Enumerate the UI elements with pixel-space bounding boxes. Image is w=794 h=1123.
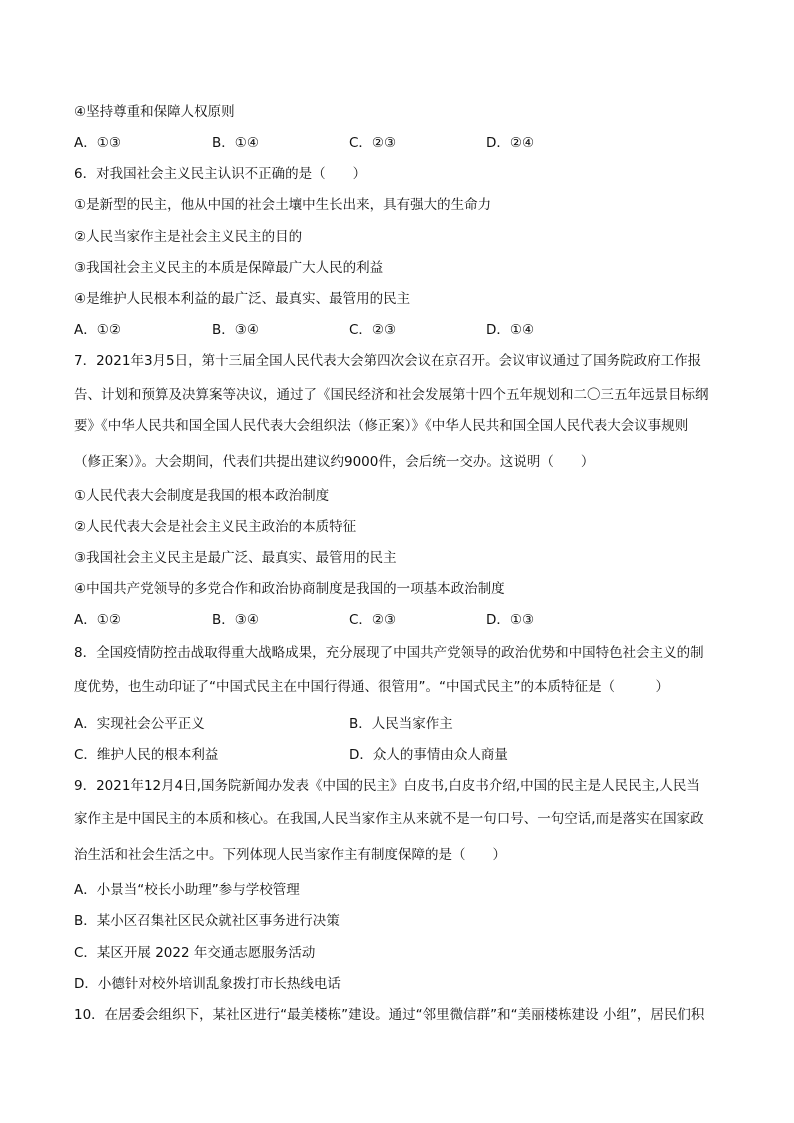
- q7-option-b: B．③④: [212, 612, 259, 628]
- q9-stem-line-1: 9．2021年12月4日,国务院新闻办发表《中国的民主》白皮书,白皮书介绍,中国的民主是人民民主,人民当: [74, 778, 700, 794]
- q7-stem-line-3: 要》《中华人民共和国全国人民代表大会组织法（修正案）》《中华人民共和国全国人民代表大会议事规则: [74, 418, 689, 434]
- q5-option-b: B．①④: [212, 135, 259, 151]
- q9-option-b: B．某小区召集社区民众就社区事务进行决策: [74, 913, 340, 929]
- q7-option-c: C．②③: [349, 612, 397, 628]
- q5-item-4: ④坚持尊重和保障人权原则: [74, 104, 235, 120]
- q10-stem-line-1: 10．在居委会组织下，某社区进行“最美楼栋”建设。通过“邻里微信群”和“美丽楼栋建设 小组”，居民们积: [74, 1007, 705, 1023]
- q6-item-3: ③我国社会主义民主的本质是保障最广大人民的利益: [74, 260, 384, 276]
- q5-option-a: A．①③: [74, 135, 121, 151]
- q7-item-4: ④中国共产党领导的多党合作和政治协商制度是我国的一项基本政治制度: [74, 581, 505, 597]
- q5-option-d: D．②④: [486, 135, 535, 151]
- q7-stem-line-1: 7．2021年3月5日，第十三届全国人民代表大会第四次会议在京召开。会议审议通过了国务院政府工作报: [74, 353, 702, 369]
- q7-item-2: ②人民代表大会是社会主义民主政治的本质特征: [74, 519, 357, 535]
- q8-option-c: C．维护人民的根本利益: [74, 747, 219, 763]
- q6-item-1: ①是新型的民主，他从中国的社会土壤中生长出来，具有强大的生命力: [74, 197, 492, 213]
- q7-option-d: D．①③: [486, 612, 535, 628]
- q7-option-a: A．①②: [74, 612, 121, 628]
- q9-option-a: A．小景当“校长小助理”参与学校管理: [74, 882, 300, 898]
- q6-option-b: B．③④: [212, 322, 259, 338]
- q7-item-1: ①人民代表大会制度是我国的根本政治制度: [74, 488, 330, 504]
- q8-option-b: B．人民当家作主: [349, 716, 453, 732]
- q6-item-2: ②人民当家作主是社会主义民主的目的: [74, 229, 303, 245]
- q9-stem-line-3: 治生活和社会生活之中。下列体现人民当家作主有制度保障的是（ ）: [74, 847, 506, 863]
- q6-option-c: C．②③: [349, 322, 397, 338]
- q7-stem-line-2: 告、计划和预算及决算案等决议，通过了《国民经济和社会发展第十四个五年规划和二〇三五年远景目标纲: [74, 387, 709, 403]
- q8-stem-line-1: 8．全国疫情防控击战取得重大战略成果，充分展现了中国共产党领导的政治优势和中国特色社会主义的制: [74, 645, 704, 661]
- q9-option-d: D．小德针对校外培训乱象拨打市长热线电话: [74, 976, 341, 992]
- q8-stem-line-2: 度优势，也生动印证了“中国式民主在中国行得通、很管用”。“中国式民主”的本质特征是（ ）: [74, 679, 669, 695]
- q6-option-a: A．①②: [74, 322, 121, 338]
- q6-stem: 6．对我国社会主义民主认识不正确的是（ ）: [74, 166, 367, 182]
- q9-option-c: C．某区开展 2022 年交通志愿服务活动: [74, 945, 316, 961]
- q5-option-c: C．②③: [349, 135, 397, 151]
- q6-option-d: D．①④: [486, 322, 535, 338]
- q6-item-4: ④是维护人民根本利益的最广泛、最真实、最管用的民主: [74, 291, 411, 307]
- q8-option-a: A．实现社会公平正义: [74, 716, 205, 732]
- q8-option-d: D．众人的事情由众人商量: [349, 747, 508, 763]
- q9-stem-line-2: 家作主是中国民主的本质和核心。在我国,人民当家作主从来就不是一句口号、一句空话,而是落实在国家政: [74, 811, 704, 827]
- q7-item-3: ③我国社会主义民主是最广泛、最真实、最管用的民主: [74, 550, 397, 566]
- q7-stem-line-4: （修正案）》。大会期间，代表们共提出建议约9000件，会后统一交办。这说明（ ）: [74, 454, 595, 470]
